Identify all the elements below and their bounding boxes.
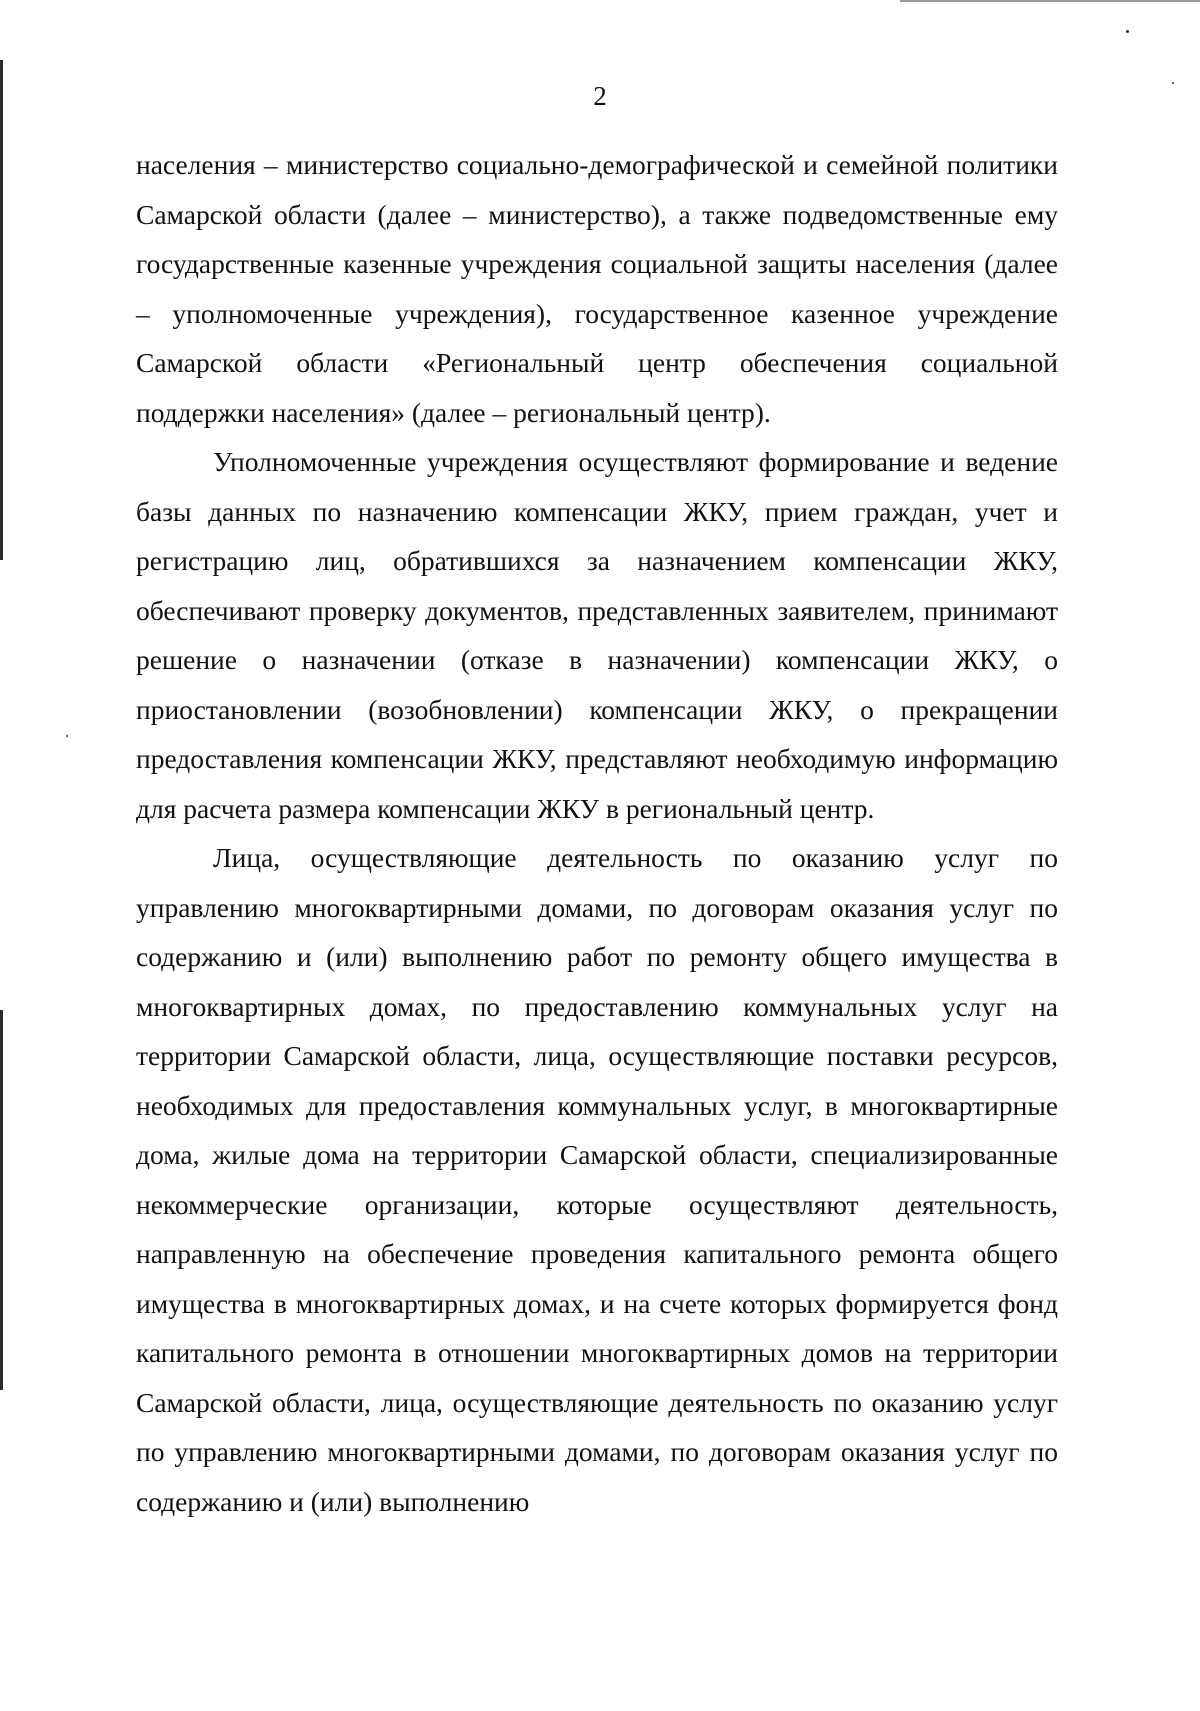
body-text xyxy=(136,140,1058,1526)
paragraph-continuation: населения – министерство социально-демографической и семейной политики Самарской области (далее – министерство), а также подведомственные ему государственные казенные учреждения социальной защиты населения (далее – уполномоченные учреждения), государственное казенное учреждение Самарской области «Региональный центр обеспечения социальной поддержки населения» (далее – региональный центр). xyxy=(136,149,1058,428)
scan-artifact-top-line xyxy=(900,0,1200,2)
paragraph-service-providers: Лица, осуществляющие деятельность по оказанию услуг по управлению многоквартирными домами, по договорам оказания услуг по содержанию и (или) выполнению работ по ремонту общего имущества в многоквартирных домах, по предоставлению коммунальных услуг на территории Самарской области, лица, осуществляющие поставки ресурсов, необходимых для предоставления коммунальных услуг, в многоквартирные дома, жилые дома на территории Самарской области, специализированные некоммерческие организации, которые осуществляют деятельность, направленную на обеспечение проведения капитального ремонта общего имущества в многоквартирных домах, и на счете которых формируется фонд капитального ремонта в отношении многоквартирных домов на территории Самарской области, лица, осуществляющие деятельность по оказанию услуг по управлению многоквартирными домами, по договорам оказания услуг по содержанию и (или) выполнению xyxy=(136,842,1058,1517)
scan-artifact-left-edge-lower xyxy=(0,1010,3,1390)
scan-speck xyxy=(66,735,68,737)
page-number: 2 xyxy=(593,81,607,111)
paragraph-authorized-institutions: Уполномоченные учреждения осуществляют формирование и ведение базы данных по назначению компенсации ЖКУ, прием граждан, учет и регистрацию лиц, обратившихся за назначением компенсации ЖКУ, обеспечивают проверку документов, представленных заявителем, принимают решение о назначении (отказе в назначении) компенсации ЖКУ, о приостановлении (возобновлении) компенсации ЖКУ, о прекращении предоставления компенсации ЖКУ, представляют необходимую информацию для расчета размера компенсации ЖКУ в региональный центр. xyxy=(136,446,1058,824)
scan-speck xyxy=(1126,30,1129,33)
scan-artifact-left-edge xyxy=(0,60,3,560)
